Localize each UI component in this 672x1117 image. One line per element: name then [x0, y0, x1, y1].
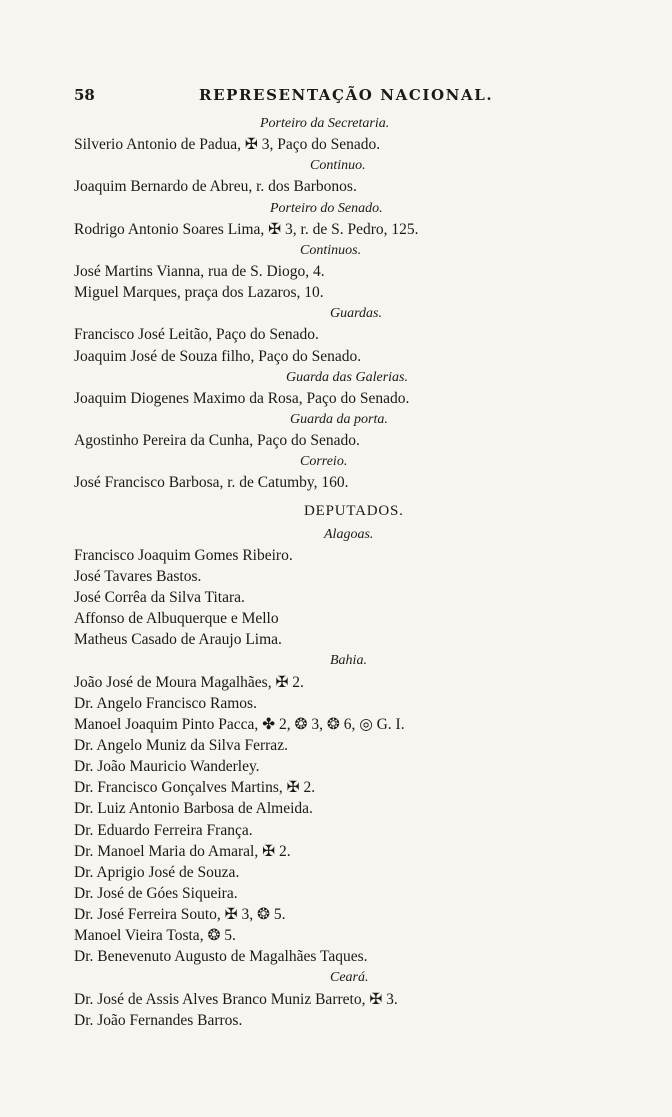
- entry-line: Dr. Angelo Francisco Ramos.: [74, 694, 257, 712]
- entry-line: Joaquim José de Souza filho, Paço do Senado.: [74, 347, 362, 365]
- entry-line: João José de Moura Magalhães, ✠ 2.: [74, 673, 304, 691]
- office-heading: Guarda das Galerias.: [286, 369, 408, 385]
- entry-line: Joaquim Bernardo de Abreu, r. dos Barbonos.: [74, 178, 357, 196]
- entry-line: Dr. José de Assis Alves Branco Muniz Barreto, ✠ 3.: [74, 990, 398, 1008]
- entry-line: Dr. Luiz Antonio Barbosa de Almeida.: [74, 800, 313, 818]
- page-header: [74, 86, 514, 108]
- entry-line: Silverio Antonio de Padua, ✠ 3, Paço do Senado.: [74, 136, 381, 154]
- entry-line: Dr. Benevenuto Augusto de Magalhães Taques.: [74, 948, 368, 966]
- running-title: REPRESENTAÇÃO NACIONAL.: [199, 86, 494, 104]
- entry-line: Dr. Francisco Gonçalves Martins, ✠ 2.: [74, 779, 316, 797]
- office-heading: Guarda da porta.: [290, 411, 388, 427]
- entry-line: Affonso de Albuquerque e Mello: [74, 610, 279, 628]
- entry-line: José Tavares Bastos.: [74, 567, 202, 585]
- office-heading: Ceará.: [330, 970, 369, 986]
- entry-line: Dr. Aprigio José de Souza.: [74, 863, 240, 881]
- office-heading: Guardas.: [330, 306, 382, 322]
- entry-line: Manoel Vieira Tosta, ❂ 5.: [74, 927, 236, 945]
- entry-line: Dr. Manoel Maria do Amaral, ✠ 2.: [74, 842, 291, 860]
- page-number: 58: [74, 86, 95, 104]
- entry-line: Dr. José de Góes Siqueira.: [74, 884, 238, 902]
- entry-line: José Martins Vianna, rua de S. Diogo, 4.: [74, 262, 325, 280]
- entry-line: Manoel Joaquim Pinto Pacca, ✤ 2, ❂ 3, ❂ 6, ◎ G. I.: [74, 715, 405, 733]
- entry-line: Francisco Joaquim Gomes Ribeiro.: [74, 546, 293, 564]
- entry-line: Matheus Casado de Araujo Lima.: [74, 631, 282, 649]
- entry-line: Francisco José Leitão, Paço do Senado.: [74, 326, 319, 344]
- entry-line: Rodrigo Antonio Soares Lima, ✠ 3, r. de S. Pedro, 125.: [74, 220, 419, 238]
- office-heading: Alagoas.: [324, 526, 374, 542]
- register-listing: [74, 113, 634, 1031]
- office-heading: Porteiro do Senado.: [270, 200, 383, 216]
- entry-line: José Francisco Barbosa, r. de Catumby, 160.: [74, 474, 349, 492]
- entry-line: Joaquim Diogenes Maximo da Rosa, Paço do Senado.: [74, 389, 410, 407]
- entry-line: Dr. Eduardo Ferreira França.: [74, 821, 253, 839]
- office-heading: Porteiro da Secretaria.: [260, 116, 390, 131]
- entry-line: Dr. João Mauricio Wanderley.: [74, 758, 260, 776]
- entry-line: Miguel Marques, praça dos Lazaros, 10.: [74, 284, 324, 302]
- entry-line: Dr. João Fernandes Barros.: [74, 1011, 243, 1029]
- office-heading: Bahia.: [330, 653, 367, 669]
- entry-line: Agostinho Pereira da Cunha, Paço do Senado.: [74, 432, 360, 450]
- office-heading: Continuo.: [310, 158, 366, 174]
- office-heading: Continuos.: [300, 242, 362, 258]
- entry-line: José Corrêa da Silva Titara.: [74, 588, 245, 606]
- entry-line: Dr. Angelo Muniz da Silva Ferraz.: [74, 736, 288, 754]
- office-heading: Correio.: [300, 454, 348, 470]
- entry-line: Dr. José Ferreira Souto, ✠ 3, ❂ 5.: [74, 906, 286, 924]
- section-heading: DEPUTADOS.: [304, 502, 404, 519]
